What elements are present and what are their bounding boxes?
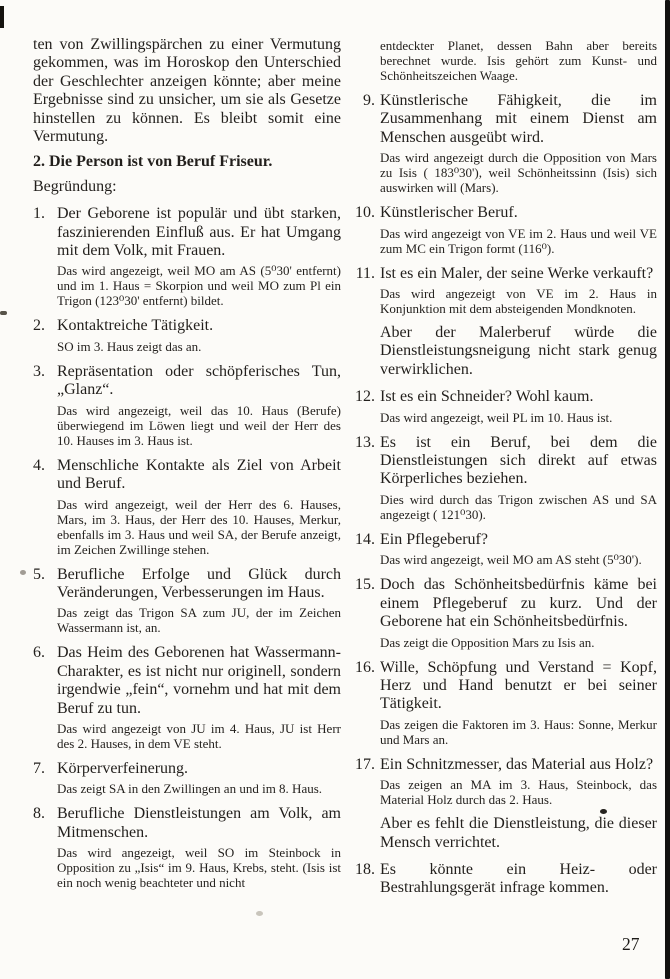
item-text: Berufliche Dienstleistungen am Volk, am Mitmenschen. <box>57 805 341 841</box>
item-number: 4. <box>33 456 45 474</box>
item-number: 11. <box>355 264 375 282</box>
item-heading <box>352 756 657 774</box>
item-extra-paragraph: Aber es fehlt die Dienstleistung, die dieser Mensch verrichtet. <box>380 815 657 851</box>
list-item <box>33 760 341 796</box>
item-text: Es könnte ein Heiz- oder Bestrahlungsgerät infrage kommen. <box>380 860 657 897</box>
list-item <box>33 644 341 751</box>
item-text: Doch das Schönheitsbedürfnis käme bei einem Pflegeberuf zu kurz. Und der Geborene hat ein Schönheitsbedürfnis. <box>380 576 657 631</box>
list-item <box>352 531 657 567</box>
item-number: 13. <box>355 433 375 451</box>
item-text: Ein Pflegeberuf? <box>380 530 488 548</box>
item-note: Das zeigen die Faktoren im 3. Haus: Sonne, Merkur und Mars an. <box>380 716 657 747</box>
item-text: Der Geborene ist populär und übt starken, faszinierenden Einfluß aus. Er hat Umgang mit dem Volk, mit Frauen. <box>57 205 341 260</box>
item-note: Das wird angezeigt, weil SO im Steinbock in Opposition zu „Isis“ im 9. Haus, Krebs, steht. (Isis ist ein noch wenig beachteter und nicht <box>57 845 341 891</box>
item-note: Das wird angezeigt, weil MO am AS (5⁰30' entfernt) und im 1. Haus = Skorpion und weil MO zum Pl ein Trigon (123⁰30' entfernt) bildet. <box>57 263 341 309</box>
item-heading <box>352 92 657 147</box>
item-note: Das wird angezeigt durch die Opposition von Mars zu Isis ( 183⁰30'), weil Schönheitssinn (Isis) sich auswirken will (Mars). <box>380 150 657 196</box>
right-item-list <box>352 92 657 898</box>
item-note: Das wird angezeigt, weil PL im 10. Haus ist. <box>380 409 613 425</box>
item-heading <box>352 204 657 222</box>
item-text: Ist es ein Schneider? Wohl kaum. <box>380 388 594 406</box>
item-heading <box>33 317 341 335</box>
item-text: Künstlerische Fähigkeit, die im Zusammenhang mit einem Dienst am Menschen ausgeübt wird. <box>380 92 657 146</box>
list-item <box>352 434 657 522</box>
item-text: Das Heim des Geborenen hat Wassermann-Charakter, es ist nicht nur originell, sondern irgendwie „fein“, vornehm und hat mit dem Beruf zu tun. <box>57 644 341 717</box>
item-text: Berufliche Erfolge und Glück durch Veränderungen, Verbesserungen im Haus. <box>57 565 341 601</box>
item-heading <box>33 363 341 400</box>
item-text: Es ist ein Beruf, bei dem die Dienstleistungen sich direkt auf etwas Körperliches beziehen. <box>380 433 657 488</box>
left-column <box>33 36 341 890</box>
item-heading <box>33 205 341 260</box>
item-text: Repräsentation oder schöpferisches Tun, „Glanz“. <box>57 362 341 399</box>
item-number: 3. <box>33 362 45 380</box>
item-number: 12. <box>355 388 375 406</box>
list-item <box>352 92 657 195</box>
list-item <box>33 457 341 557</box>
intro-paragraph: ten von Zwillingspärchen zu einer Vermutung gekommen, was im Horoskop den Unterschied der Geschlechter anzeigen könnte; aber meine Ergebnisse sind zu unsicher, um sie als Gesetze hinstellen zu können. Es bleibt somit eine Vermutung. <box>33 36 341 146</box>
list-item <box>352 204 657 255</box>
list-item <box>352 388 657 424</box>
scan-tick-left <box>0 311 7 315</box>
item-number: 16. <box>355 658 375 676</box>
item-extra-paragraph: Aber der Malerberuf würde die Dienstleistungsneigung nicht stark genug verwirklichen. <box>380 324 657 378</box>
item-note: Das wird angezeigt, weil MO am AS steht (5⁰30'). <box>380 552 642 568</box>
item-number: 10. <box>355 204 375 222</box>
item-heading <box>352 388 657 406</box>
item-heading <box>33 805 341 842</box>
item-note: Das wird angezeigt, weil das 10. Haus (Berufe) überwiegend im Löwen liegt und weil der Herr des 10. Hauses im 3. Haus ist. <box>57 402 341 448</box>
scan-mark-top-left <box>0 6 4 28</box>
item-number: 5. <box>33 565 45 583</box>
item-heading <box>352 861 657 898</box>
continuation-note: entdeckter Planet, dessen Bahn aber bereits berechnet wurde. Isis gehört zum Kunst- und Schönheitszeichen Waage. <box>380 38 657 83</box>
item-number: 14. <box>355 530 375 548</box>
item-note: Das wird angezeigt von JU im 4. Haus, JU ist Herr des 2. Hauses, in dem VE steht. <box>57 720 341 751</box>
item-note: Das wird angezeigt von VE im 2. Haus in Konjunktion mit dem absteigenden Mondknoten. <box>380 286 657 317</box>
item-number: 17. <box>355 755 375 773</box>
item-heading <box>352 531 657 549</box>
list-item <box>33 805 341 890</box>
item-number: 8. <box>33 805 45 823</box>
list-item <box>352 659 657 747</box>
left-item-list <box>33 205 341 890</box>
item-heading <box>33 760 341 778</box>
item-heading <box>352 265 657 283</box>
page-number: 27 <box>622 934 640 954</box>
section-heading: 2. Die Person ist von Beruf Friseur. <box>33 153 273 171</box>
list-item <box>33 566 341 636</box>
item-text: Kontaktreiche Tätigkeit. <box>57 317 214 335</box>
item-number: 2. <box>33 317 45 335</box>
list-item <box>352 265 657 380</box>
item-text: Ein Schnitzmesser, das Material aus Holz? <box>380 755 654 773</box>
item-text: Menschliche Kontakte als Ziel von Arbeit und Beruf. <box>57 456 341 493</box>
item-number: 18. <box>355 860 375 878</box>
scan-speck-left <box>20 570 26 575</box>
item-note: Dies wird durch das Trigon zwischen AS und SA angezeigt ( 121⁰30). <box>380 491 657 522</box>
item-number: 9. <box>363 92 375 109</box>
item-note: Das zeigt die Opposition Mars zu Isis an. <box>380 634 595 650</box>
item-heading <box>352 576 657 631</box>
item-heading <box>352 659 657 714</box>
scan-speck-faint <box>256 911 263 916</box>
list-item <box>352 861 657 898</box>
item-note: SO im 3. Haus zeigt das an. <box>57 338 202 354</box>
item-text: Ist es ein Maler, der seine Werke verkauft? <box>380 264 654 282</box>
item-note: Das wird angezeigt von VE im 2. Haus und weil VE zum MC ein Trigon formt (116⁰). <box>380 225 657 256</box>
item-note: Das zeigt das Trigon SA zum JU, der im Zeichen Wassermann ist, an. <box>57 605 341 636</box>
item-heading <box>352 434 657 489</box>
item-text: Künstlerischer Beruf. <box>380 204 518 222</box>
item-number: 1. <box>33 205 45 223</box>
scan-edge-bar-right <box>665 0 670 979</box>
list-item <box>33 205 341 308</box>
item-number: 7. <box>33 759 45 777</box>
item-note: Das zeigen an MA im 3. Haus, Steinbock, das Material Holz durch das 2. Haus. <box>380 777 657 808</box>
item-number: 6. <box>33 644 45 662</box>
item-note: Das zeigt SA in den Zwillingen an und im 8. Haus. <box>57 781 323 797</box>
right-column <box>352 36 657 898</box>
item-text: Körperverfeinerung. <box>57 759 189 777</box>
item-heading <box>33 566 341 603</box>
item-number: 15. <box>355 576 375 594</box>
list-item <box>352 576 657 649</box>
item-note: Das wird angezeigt, weil der Herr des 6. Hauses, Mars, im 3. Haus, der Herr des 10. Hauses, Merkur, ebenfalls im 3. Haus und weil SA, der Berufe anzeigt, im Zeichen Zwillinge stehen. <box>57 496 341 557</box>
item-heading <box>33 457 341 494</box>
list-item <box>33 363 341 448</box>
subheading: Begründung: <box>33 177 117 195</box>
item-heading <box>33 644 341 718</box>
list-item <box>352 756 657 852</box>
item-text: Wille, Schöpfung und Verstand = Kopf, Herz und Hand benutzt er bei seiner Tätigkeit. <box>380 658 657 713</box>
list-item <box>33 317 341 353</box>
